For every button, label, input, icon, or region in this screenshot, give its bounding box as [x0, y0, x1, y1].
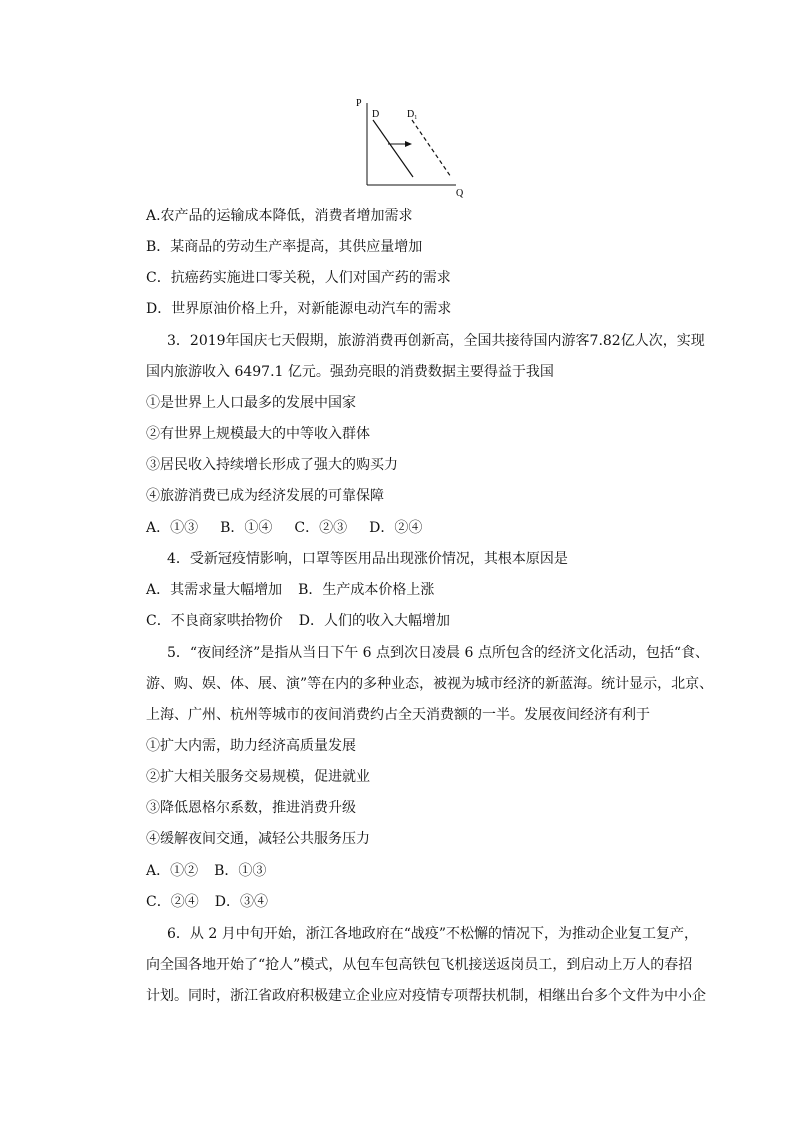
q6-stem-line-3: 计划。同时，浙江省政府积极建立企业应对疫情专项帮扶机制，相继出台多个文件为中小企: [146, 988, 706, 1004]
q5-item-2: ②扩大相关服务交易规模，促进就业: [146, 769, 370, 785]
q4-options-row-1: [146, 580, 794, 600]
curve-label-d1: $D_1$: [407, 109, 418, 121]
demand-curve-d1: [412, 120, 451, 177]
q4-option-c: C．不良商家哄抬物价: [146, 613, 283, 629]
q2-option-a: A.农产品的运输成本降低，消费者增加需求: [146, 208, 413, 224]
q4-option-b: B．生产成本价格上涨: [298, 582, 435, 598]
q3-options: [146, 518, 794, 538]
q5-option-b: B．①③: [214, 863, 267, 879]
q2-option-d: D．世界原油价格上升，对新能源电动汽车的需求: [146, 301, 452, 317]
q5-option-c: C．②④: [146, 894, 199, 910]
q5-stem-line-1: 5．“夜间经济”是指从当日下午 6 点到次日凌晨 6 点所包含的经济文化活动，包括“食、: [167, 645, 709, 661]
demand-curve-d: [373, 120, 413, 177]
q3-option-a: A．①③: [146, 520, 199, 536]
q5-options-row-1: [146, 861, 794, 881]
q3-item-4: ④旅游消费已成为经济发展的可靠保障: [146, 488, 384, 504]
axis-label-p: P: [356, 98, 362, 109]
q4-option-d: D．人们的收入大幅增加: [298, 613, 450, 629]
q4-option-a: A．其需求量大幅增加: [146, 582, 283, 598]
q5-item-4: ④缓解夜间交通，减轻公共服务压力: [146, 831, 370, 847]
q5-stem-line-2: 游、购、娱、体、展、演”等在内的多种业态，被视为城市经济的新蓝海。统计显示，北京、: [146, 676, 714, 692]
q2-option-c: C．抗癌药实施进口零关税，人们对国产药的需求: [146, 270, 451, 286]
q3-option-d: D．②④: [369, 520, 423, 536]
q5-option-a: A．①②: [146, 863, 199, 879]
q6-stem-line-2: 向全国各地开始了“抢人”模式，从包车包高铁包飞机接送返岗员工，到启动上万人的春招: [146, 957, 693, 973]
q3-option-c: C．②③: [294, 520, 348, 536]
q5-option-d: D．③④: [214, 894, 268, 910]
q4-stem: 4．受新冠疫情影响，口罩等医用品出现涨价情况，其根本原因是: [167, 551, 568, 567]
supply-demand-diagram: [352, 95, 470, 199]
q3-item-2: ②有世界上规模最大的中等收入群体: [146, 426, 370, 442]
q3-item-1: ①是世界上人口最多的发展中国家: [146, 395, 356, 411]
q5-options-row-2: [146, 892, 794, 912]
shift-arrow-head: [405, 141, 412, 147]
q2-option-b: B．某商品的劳动生产率提高，其供应量增加: [146, 239, 423, 255]
q3-stem-line-2: 国内旅游收入 6497.1 亿元。强劲亮眼的消费数据主要得益于我国: [146, 364, 554, 380]
q3-stem-line-1: 3．2019年国庆七天假期，旅游消费再创新高，全国共接待国内游客7.82亿人次，实现: [167, 333, 705, 349]
q5-item-3: ③降低恩格尔系数，推进消费升级: [146, 800, 356, 816]
q6-stem-line-1: 6．从 2 月中旬开始，浙江各地政府在“战疫”不松懈的情况下，为推动企业复工复产，: [167, 926, 699, 942]
axis-label-q: Q: [456, 188, 464, 199]
q4-options-row-2: [146, 611, 794, 631]
q3-option-b: B．①④: [220, 520, 273, 536]
q3-item-3: ③居民收入持续增长形成了强大的购买力: [146, 457, 398, 473]
curve-label-d: D: [372, 109, 380, 120]
q5-stem-line-3: 上海、广州、杭州等城市的夜间消费约占全天消费额的一半。发展夜间经济有利于: [146, 707, 650, 723]
q5-item-1: ①扩大内需，助力经济高质量发展: [146, 738, 356, 754]
